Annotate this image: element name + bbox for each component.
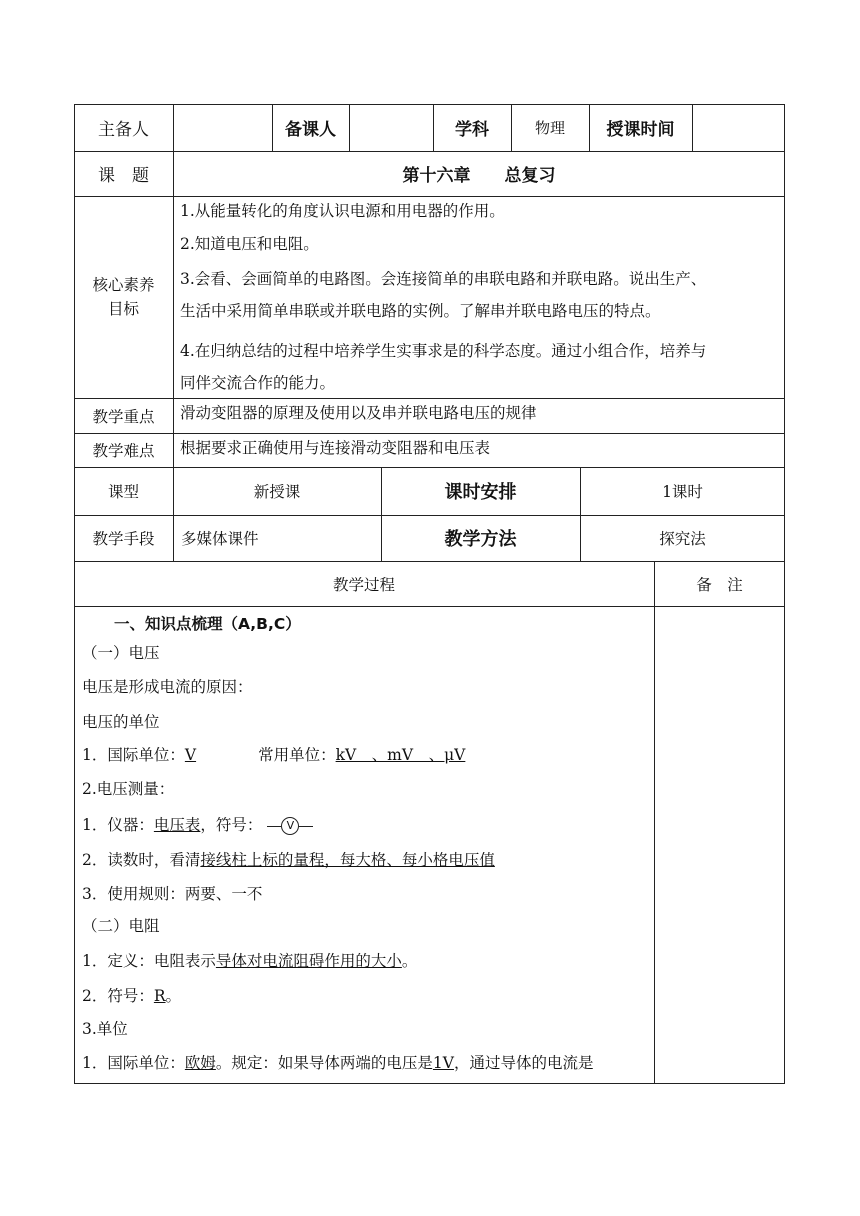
ohm-unit: 欧姆 (184, 1054, 216, 1072)
difficulty-value: 根据要求正确使用与连接滑动变阻器和电压表 (180, 439, 491, 457)
key-point-value: 滑动变阻器的原理及使用以及串并联电路电压的规律 (180, 404, 537, 422)
key-point-label: 教学重点 (92, 407, 155, 426)
goal-item-4a: 4.在归纳总结的过程中培养学生实事求是的科学态度。通过小组合作，培养与 (180, 342, 707, 360)
goal-item-1: 1.从能量转化的角度认识电源和用电器的作用。 (180, 202, 505, 220)
preparer-value (349, 104, 433, 151)
method-value: 探究法 (659, 530, 706, 548)
subheading-voltage: （一）电压 (82, 644, 160, 662)
method-label: 教学方法 (444, 529, 517, 550)
common-units: kV 、mV 、μV (335, 746, 466, 764)
goal-item-2: 2.知道电压和电阻。 (180, 235, 319, 253)
reading-detail: 接线柱上标的量程，每大格、每小格电压值 (200, 851, 495, 869)
preparer-label: 备课人 (285, 120, 336, 140)
goals-label-line-1: 核心素养 (92, 276, 155, 294)
instrument-name: 电压表 (153, 816, 201, 834)
difficulty-label: 教学难点 (92, 442, 155, 460)
voltage-units-line: 1．国际单位：V 常用单位：kV 、mV 、μV (82, 746, 466, 764)
usage-rules: 3．使用规则：两要、一不 (82, 885, 263, 903)
means-label: 教学手段 (92, 530, 155, 548)
schedule-label: 课时安排 (444, 482, 517, 503)
one-volt: 1V (432, 1054, 454, 1072)
si-unit-line: 1．国际单位：欧姆。规定：如果导体两端的电压是1V，通过导体的电流是 (82, 1054, 594, 1072)
unit-heading: 3.单位 (82, 1020, 128, 1038)
schedule-value: 1课时 (662, 483, 703, 501)
lesson-type-label: 课型 (107, 483, 139, 501)
goals-label (74, 196, 173, 398)
process-header: 教学过程 (332, 575, 395, 594)
time-value (692, 104, 785, 151)
topic-label: 课 题 (98, 166, 149, 186)
goal-item-4b: 同伴交流合作的能力。 (180, 374, 336, 392)
resistance-symbol: R (153, 987, 166, 1005)
time-label: 授课时间 (606, 120, 675, 140)
subject-label: 学科 (455, 120, 489, 140)
notes-header: 备 注 (696, 575, 743, 594)
voltage-cause: 电压是形成电流的原因： (82, 678, 253, 696)
measure-heading: 2.电压测量： (82, 780, 175, 798)
reading-line: 2．读数时，看清接线柱上标的量程，每大格、每小格电压值 (82, 851, 495, 869)
means-value: 多媒体课件 (181, 530, 259, 548)
instrument-line: 1．仪器：电压表，符号： V (82, 813, 315, 835)
si-unit: V (184, 746, 197, 764)
voltmeter-symbol-icon: V (267, 817, 315, 835)
section-title: 一、知识点梳理（A,B,C） (114, 615, 301, 633)
goals-label-line-2: 目标 (107, 300, 139, 318)
definition-line: 1．定义：电阻表示导体对电流阻碍作用的大小。 (82, 952, 418, 970)
topic-value: 第十六章 总复习 (402, 166, 556, 186)
symbol-line: 2．符号：R。 (82, 987, 182, 1005)
voltage-unit-heading: 电压的单位 (82, 713, 160, 731)
subheading-resistance: （二）电阻 (82, 917, 160, 935)
lead-label: 主备人 (98, 120, 149, 140)
lesson-type-value: 新授课 (253, 483, 301, 501)
goal-item-3a: 3.会看、会画简单的电路图。会连接简单的串联电路和并联电路。说出生产、 (180, 270, 707, 288)
subject-value: 物理 (534, 119, 565, 137)
lead-value (173, 104, 272, 151)
goal-item-3b: 生活中采用简单串联或并联电路的实例。了解串并联电路电压的特点。 (180, 302, 661, 320)
definition-text: 导体对电流阻碍作用的大小 (215, 952, 402, 970)
